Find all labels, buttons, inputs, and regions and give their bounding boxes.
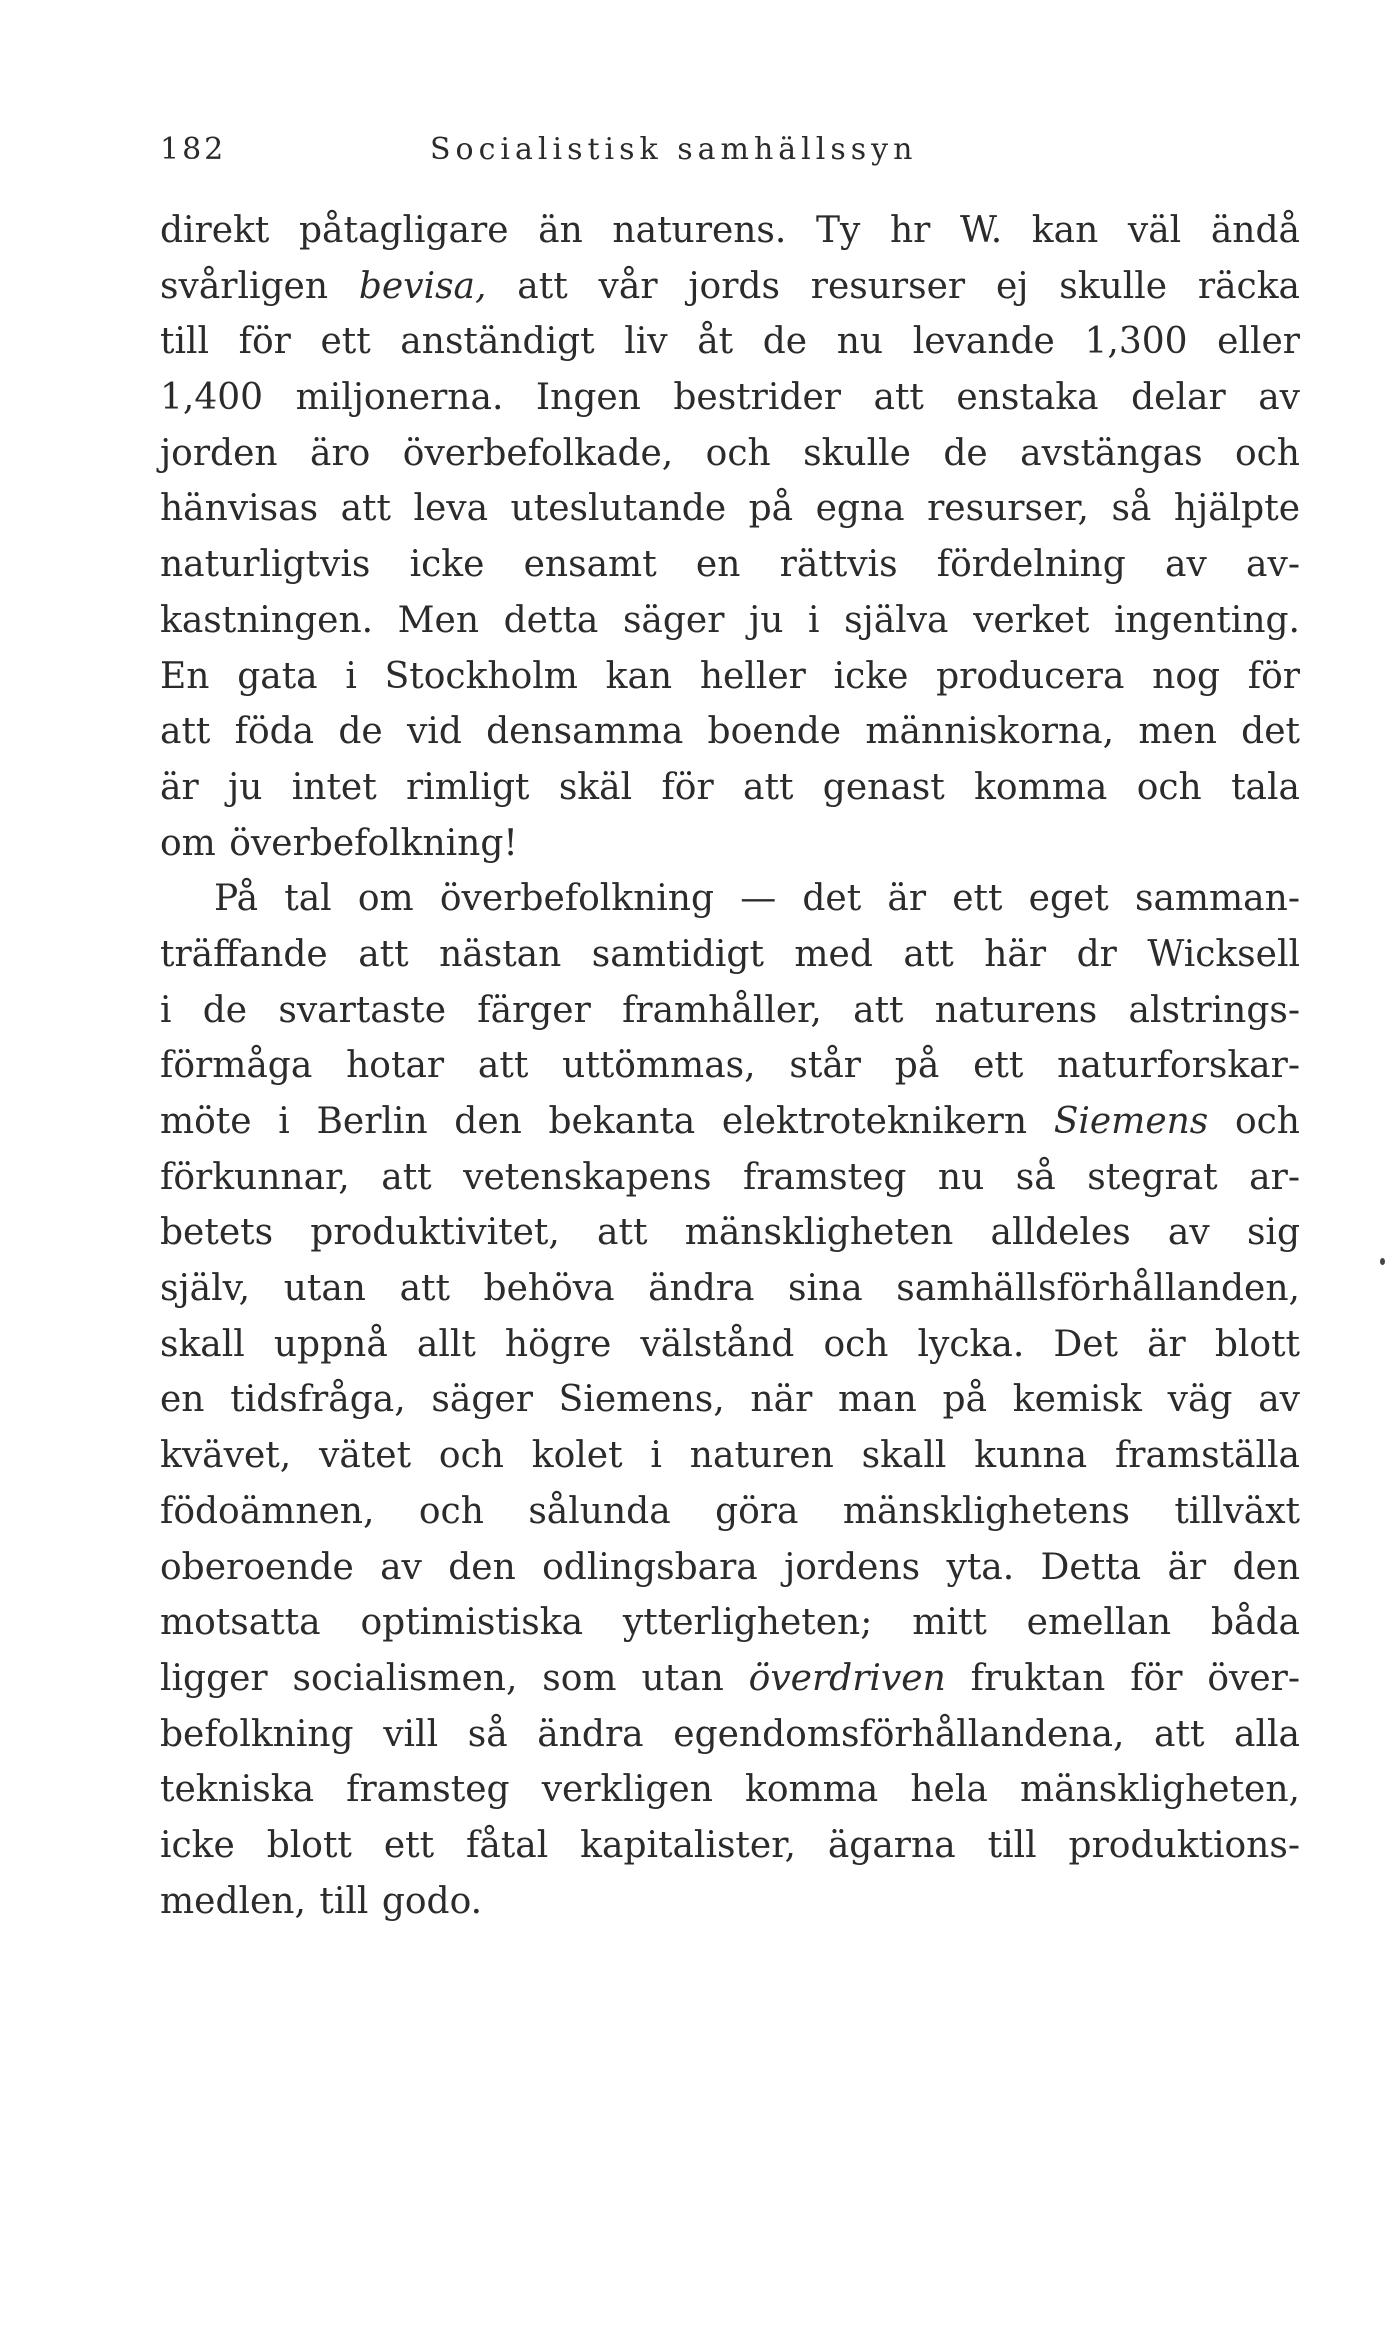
emphasis: bevisa, — [358, 265, 487, 307]
text-segment: möte i Berlin den bekanta elektroteknikern — [160, 1101, 1054, 1142]
text-line: en tidsfråga, säger Siemens, när man på kemisk väg av — [160, 1379, 1300, 1421]
text-segment: svårligen — [160, 265, 359, 307]
text-line: oberoende av den odlingsbara jordens yta. Detta är den — [160, 1546, 1300, 1588]
text-line: motsatta optimistiska ytterligheten; mitt emellan båda — [160, 1602, 1300, 1644]
text-segment: och — [1208, 1101, 1300, 1142]
text-line — [160, 259, 1300, 315]
text-segment: fruktan för över- — [945, 1657, 1301, 1699]
text-line: träffande att nästan samtidigt med att här dr Wicksell — [160, 933, 1300, 975]
text-line — [160, 1094, 1300, 1150]
emphasis: Siemens — [1053, 1101, 1209, 1142]
text-line: till för ett anständigt liv åt de nu levande 1,300 eller — [160, 321, 1300, 363]
emphasis: överdriven — [748, 1657, 946, 1699]
paragraph-first-line: På tal om överbefolkning — det är ett eget samman- — [214, 878, 1300, 920]
text-line: i de svartaste färger framhåller, att naturens alstrings- — [160, 989, 1300, 1031]
paragraph-last-line: om överbefolkning! — [160, 822, 518, 864]
body-text — [160, 203, 1300, 1929]
text-line: förmåga hotar att uttömmas, står på ett naturforskar- — [160, 1045, 1300, 1087]
text-line: befolkning vill så ändra egendomsförhållandena, att alla — [160, 1713, 1300, 1755]
text-line: kvävet, vätet och kolet i naturen skall kunna framställa — [160, 1435, 1300, 1477]
text-line: naturligtvis icke ensamt en rättvis fördelning av av- — [160, 544, 1300, 586]
text-line: betets produktivitet, att mänskligheten alldeles av sig — [160, 1212, 1300, 1254]
text-line: att föda de vid densamma boende människorna, men det — [160, 711, 1300, 753]
text-segment: ligger socialismen, som utan — [160, 1657, 749, 1699]
text-line: själv, utan att behöva ändra sina samhällsförhållanden, — [160, 1268, 1300, 1310]
text-line: 1,400 miljonerna. Ingen bestrider att enstaka delar av — [160, 377, 1300, 419]
text-line: är ju intet rimligt skäl för att genast komma och tala — [160, 766, 1300, 808]
text-line: hänvisas att leva uteslutande på egna resurser, så hjälpte — [160, 488, 1300, 530]
text-line: En gata i Stockholm kan heller icke producera nog för — [160, 655, 1300, 697]
running-title: Socialistisk samhällssyn — [430, 132, 918, 167]
text-line: skall uppnå allt högre välstånd och lycka. Det är blott — [160, 1323, 1300, 1365]
text-line — [160, 1651, 1300, 1707]
text-line: direkt påtagligare än naturens. Ty hr W. kan väl ändå — [160, 210, 1300, 251]
text-line: icke blott ett fåtal kapitalister, ägarna till produktions- — [160, 1824, 1300, 1866]
page-number: 182 — [160, 132, 227, 167]
text-segment: att vår jords resurser ej skulle räcka — [486, 265, 1300, 307]
text-line: jorden äro överbefolkade, och skulle de avstängas och — [160, 432, 1300, 474]
text-line: förkunnar, att vetenskapens framsteg nu så stegrat ar- — [160, 1156, 1300, 1198]
text-line: kastningen. Men detta säger ju i själva verket ingenting. — [160, 599, 1300, 641]
text-line: tekniska framsteg verkligen komma hela mänskligheten, — [160, 1769, 1300, 1811]
paragraph-last-line: medlen, till godo. — [160, 1880, 483, 1922]
running-head — [160, 132, 1300, 192]
text-line: födoämnen, och sålunda göra mänsklighetens tillväxt — [160, 1490, 1300, 1532]
paper-speck — [1380, 1258, 1385, 1265]
